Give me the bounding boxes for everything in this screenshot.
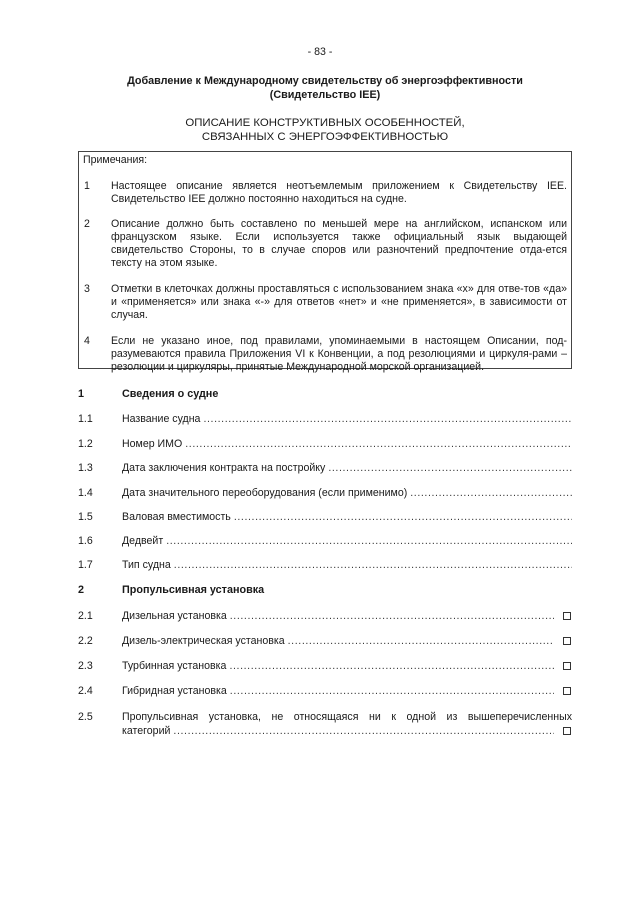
dot-leader bbox=[166, 535, 572, 547]
note-number: 4 bbox=[84, 335, 90, 347]
item-number: 2.2 bbox=[78, 635, 93, 647]
item-number: 2.3 bbox=[78, 660, 93, 672]
section-number: 1 bbox=[78, 388, 85, 400]
field-contract-date[interactable] bbox=[78, 462, 572, 476]
item-label-line-2: категорий bbox=[122, 725, 171, 737]
dot-leader bbox=[203, 413, 572, 425]
title-line-1: Добавление к Международному свидетельству об энергоэффективности bbox=[127, 75, 523, 87]
option-hybrid[interactable] bbox=[78, 685, 572, 699]
option-diesel-electric[interactable] bbox=[78, 635, 572, 649]
title-line-2: (Свидетельство IEE) bbox=[269, 88, 381, 101]
dot-leader bbox=[328, 462, 572, 474]
item-label: Номер ИМО bbox=[122, 438, 183, 450]
subtitle-line-2: СВЯЗАННЫХ С ЭНЕРГОЭФФЕКТИВНОСТЬЮ bbox=[201, 130, 449, 143]
item-label: Турбинная установка bbox=[122, 660, 227, 672]
item-number: 1.7 bbox=[78, 559, 93, 571]
item-label: Валовая вместимость bbox=[122, 511, 231, 523]
item-number: 1.2 bbox=[78, 438, 93, 450]
field-ship-name[interactable] bbox=[78, 413, 572, 427]
item-number: 1.5 bbox=[78, 511, 93, 523]
note-text: Описание должно быть составлено по меньшей мере на английском, испанском или французском языке. Если используется также официальный язык выдающей свидетельство Стороны, то в случае споров или разночтений предпочтение отда-ется тексту на этом языке. bbox=[111, 218, 567, 269]
dot-leader bbox=[173, 725, 554, 737]
checkbox-hybrid[interactable] bbox=[563, 687, 571, 695]
dot-leader bbox=[410, 487, 572, 499]
item-number: 2.1 bbox=[78, 610, 93, 622]
note-number: 2 bbox=[84, 218, 90, 230]
checkbox-other-propulsion[interactable] bbox=[563, 727, 571, 735]
item-label: Дедвейт bbox=[122, 535, 164, 547]
note-text: Настоящее описание является неотъемлемым приложением к Свидетельству IEE. Свидетельство IEE должно постоянно находиться на судне. bbox=[111, 180, 567, 205]
item-label-line-1: Пропульсивная установка, не относящаяся ни к одной из вышеперечисленных bbox=[122, 711, 572, 723]
item-label: Дата значительного переоборудования (если применимо) bbox=[122, 487, 408, 499]
field-conversion-date[interactable] bbox=[78, 487, 572, 501]
item-number: 1.4 bbox=[78, 487, 93, 499]
notes-box bbox=[78, 151, 572, 373]
item-number: 1.1 bbox=[78, 413, 93, 425]
note-number: 3 bbox=[84, 283, 90, 295]
note-text: Если не указано иное, под правилами, упоминаемыми в настоящем Описании, под-разумеваются правила Приложения VI к Конвенции, а под резолюциями и циркуля-рами – резолюции и циркуляры, принятые Международной морской организацией. bbox=[111, 335, 567, 373]
section-title: Сведения о судне bbox=[122, 388, 219, 400]
item-number: 1.3 bbox=[78, 462, 93, 474]
field-imo-number[interactable] bbox=[78, 438, 572, 452]
document-title bbox=[80, 75, 570, 102]
item-number: 2.5 bbox=[78, 711, 93, 723]
checkbox-diesel-electric[interactable] bbox=[563, 637, 571, 645]
item-label: Дизель-электрическая установка bbox=[122, 635, 285, 647]
item-label: Тип судна bbox=[122, 559, 171, 571]
page-number: - 83 - bbox=[307, 46, 333, 58]
field-deadweight[interactable] bbox=[78, 535, 572, 549]
item-number: 1.6 bbox=[78, 535, 93, 547]
dot-leader bbox=[230, 610, 554, 622]
section-number: 2 bbox=[78, 584, 85, 596]
option-other-propulsion[interactable] bbox=[78, 711, 572, 739]
dot-leader bbox=[234, 511, 572, 523]
checkbox-diesel[interactable] bbox=[563, 612, 571, 620]
item-number: 2.4 bbox=[78, 685, 93, 697]
item-label: Дизельная установка bbox=[122, 610, 227, 622]
option-diesel[interactable] bbox=[78, 610, 572, 624]
field-ship-type[interactable] bbox=[78, 559, 572, 573]
note-text: Отметки в клеточках должны проставляться с использованием знака «x» для отве-тов «да» и «применяется» или знака «-» для ответов «нет» и «не применяется», в зависимости от случая. bbox=[111, 283, 567, 321]
item-label: Название судна bbox=[122, 413, 201, 425]
item-label: Дата заключения контракта на постройку bbox=[122, 462, 326, 474]
section-title: Пропульсивная установка bbox=[122, 584, 265, 596]
dot-leader bbox=[229, 660, 554, 672]
note-number: 1 bbox=[84, 180, 90, 192]
item-label: Гибридная установка bbox=[122, 685, 227, 697]
dot-leader bbox=[174, 559, 572, 571]
dot-leader bbox=[288, 635, 554, 647]
document-subtitle bbox=[80, 117, 570, 144]
subtitle-line-1: ОПИСАНИЕ КОНСТРУКТИВНЫХ ОСОБЕННОСТЕЙ, bbox=[185, 117, 465, 129]
field-gross-tonnage[interactable] bbox=[78, 511, 572, 525]
checkbox-turbine[interactable] bbox=[563, 662, 571, 670]
dot-leader bbox=[185, 438, 572, 450]
option-turbine[interactable] bbox=[78, 660, 572, 674]
dot-leader bbox=[230, 685, 554, 697]
notes-heading: Примечания: bbox=[83, 154, 148, 166]
